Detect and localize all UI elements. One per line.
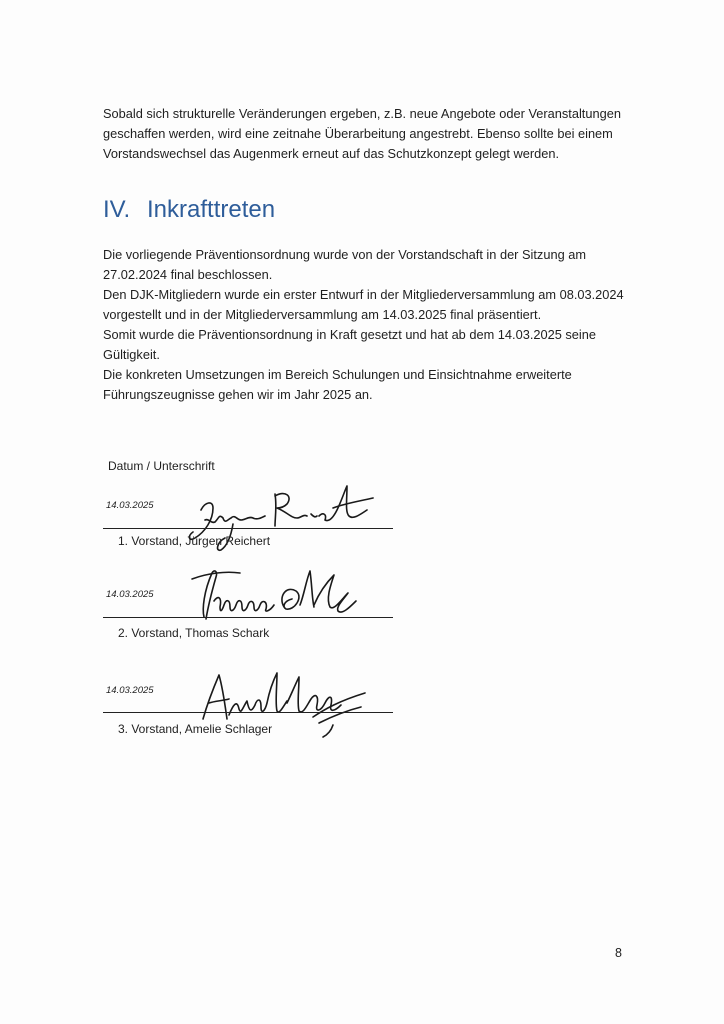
signature-date: 14.03.2025 bbox=[106, 589, 154, 600]
body-line: Gültigkeit. bbox=[103, 347, 160, 362]
body-line: Somit wurde die Präventionsordnung in Kraft gesetzt und hat ab dem 14.03.2025 seine bbox=[103, 327, 596, 342]
signature-line bbox=[103, 712, 393, 713]
signature-date: 14.03.2025 bbox=[106, 500, 154, 511]
body-line: Führungszeugnisse gehen wir im Jahr 2025 an. bbox=[103, 387, 373, 402]
section-number: IV. bbox=[103, 196, 131, 223]
section-heading bbox=[103, 196, 275, 224]
signature-line bbox=[103, 617, 393, 618]
body-line: Die konkreten Umsetzungen im Bereich Schulungen und Einsichtnahme erweiterte bbox=[103, 367, 572, 382]
intro-line: geschaffen werden, wird eine zeitnahe Überarbeitung angestrebt. Ebenso sollte bei einem bbox=[103, 126, 613, 141]
handwritten-signature-icon bbox=[183, 480, 383, 570]
signature-block-3 bbox=[103, 683, 395, 773]
signatory-name: 2. Vorstand, Thomas Schark bbox=[118, 626, 270, 640]
signature-line bbox=[103, 528, 393, 529]
signature-caption: Datum / Unterschrift bbox=[108, 459, 215, 473]
body-line: Den DJK-Mitgliedern wurde ein erster Entwurf in der Mitgliederversammlung am 08.03.2024 bbox=[103, 287, 624, 302]
body-line: vorgestellt und in der Mitgliederversammlung am 14.03.2025 final präsentiert. bbox=[103, 307, 542, 322]
intro-paragraph bbox=[103, 104, 633, 164]
intro-line: Vorstandswechsel das Augenmerk erneut auf das Schutzkonzept gelegt werden. bbox=[103, 146, 559, 161]
section-title: Inkrafttreten bbox=[147, 196, 276, 223]
body-line: 27.02.2024 final beschlossen. bbox=[103, 267, 273, 282]
body-paragraph bbox=[103, 245, 633, 405]
signature-block-2 bbox=[103, 583, 395, 673]
intro-line: Sobald sich strukturelle Veränderungen ergeben, z.B. neue Angebote oder Veranstaltungen bbox=[103, 106, 621, 121]
body-line: Die vorliegende Präventionsordnung wurde von der Vorstandschaft in der Sitzung am bbox=[103, 247, 587, 262]
signatory-name: 1. Vorstand, Jürgen Reichert bbox=[118, 534, 271, 548]
signature-date: 14.03.2025 bbox=[106, 685, 154, 696]
page-number: 8 bbox=[615, 946, 622, 960]
signatory-name: 3. Vorstand, Amelie Schlager bbox=[118, 722, 273, 736]
